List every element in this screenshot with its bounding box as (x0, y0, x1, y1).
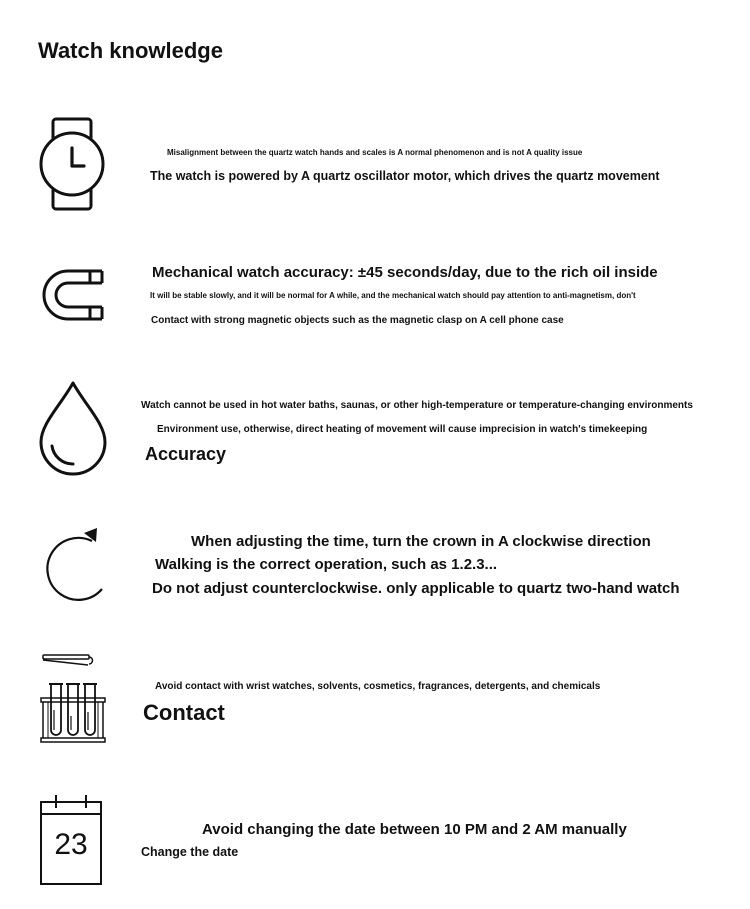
section-5-line-2: Contact (143, 700, 225, 725)
section-1-line-1: Misalignment between the quartz watch hands and scales is A normal phenomenon and is not A quality issue (167, 148, 583, 157)
water-drop-icon (38, 380, 108, 476)
section-2-line-3: Contact with strong magnetic objects such as the magnetic clasp on A cell phone case (151, 315, 564, 326)
calendar-icon (38, 792, 104, 886)
clockwise-arrow-icon (40, 527, 106, 603)
magnet-icon (40, 266, 106, 324)
page-title: Watch knowledge (38, 38, 223, 63)
calendar-day-number: 23 (54, 828, 88, 861)
section-3-line-1: Watch cannot be used in hot water baths, saunas, or other high-temperature or temperature-changing environments (141, 400, 693, 411)
section-4-line-3: Do not adjust counterclockwise. only applicable to quartz two-hand watch (152, 580, 680, 597)
section-4-line-1: When adjusting the time, turn the crown in A clockwise direction (191, 533, 651, 550)
section-2-line-1: Mechanical watch accuracy: ±45 seconds/day, due to the rich oil inside (152, 264, 658, 281)
section-3-line-3: Accuracy (145, 444, 227, 464)
section-6-line-2: Change the date (141, 845, 239, 859)
watch-icon (38, 116, 106, 212)
section-3-line-2: Environment use, otherwise, direct heating of movement will cause imprecision in watch's timekeeping (157, 424, 648, 435)
section-2-line-2: It will be stable slowly, and it will be normal for A while, and the mechanical watch should pay attention to anti-magnetism, don't (150, 291, 636, 300)
section-4-line-2: Walking is the correct operation, such as 1.2.3... (155, 556, 498, 573)
test-tubes-icon (38, 652, 108, 744)
section-5-line-1: Avoid contact with wrist watches, solvents, cosmetics, fragrances, detergents, and chemicals (155, 681, 601, 692)
section-1-line-2: The watch is powered by A quartz oscillator motor, which drives the quartz movement (150, 169, 660, 183)
section-6-line-1: Avoid changing the date between 10 PM and 2 AM manually (202, 821, 627, 838)
